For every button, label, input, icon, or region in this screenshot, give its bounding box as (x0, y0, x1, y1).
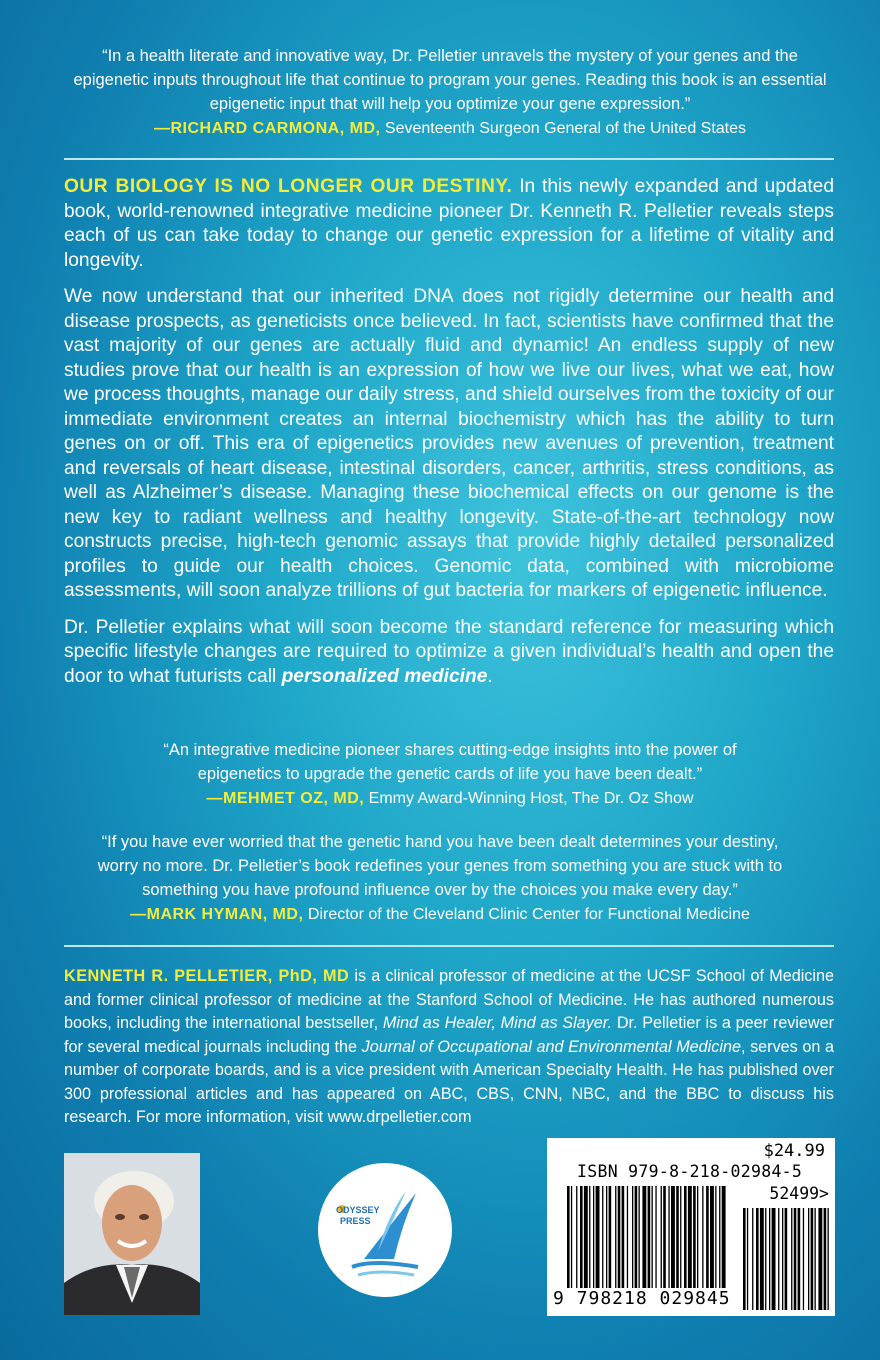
personalized-medicine-emphasis: personalized medicine (281, 665, 488, 687)
publisher-logo (318, 1163, 452, 1297)
bio-part-1: is a clinical professor of medicine at the UCSF School of Medicine and former clinical professor of medicine at the Stanford School of Medicine. He has authored numerous books, including the international bestseller, (64, 967, 834, 1032)
headline: OUR BIOLOGY IS NO LONGER OUR DESTINY. (64, 176, 513, 197)
author-name: KENNETH R. PELLETIER, PhD, MD (64, 967, 350, 985)
quote-oz (150, 738, 750, 811)
top-quote-author-title: Seventeenth Surgeon General of the United States (384, 120, 747, 137)
barcode-number: 9 798218 029845 (553, 1288, 731, 1309)
bio-book-title: Mind as Healer, Mind as Slayer. (382, 1014, 613, 1032)
paragraph-3-text: Dr. Pelletier explains what will soon become the standard reference for measuring which specific lifestyle changes are required to optimize a given individual’s health and open the door to what futurists call (64, 616, 834, 687)
intro-text: In this newly expanded and updated book, world-renowned integrative medicine pioneer Dr. Kenneth R. Pelletier reveals steps each of us can take today to change our genetic expression for a lifetime of vitality and longevity. (64, 176, 835, 271)
top-quote (70, 44, 830, 141)
quote-oz-author-title: Emmy Award-Winning Host, The Dr. Oz Show (368, 790, 694, 807)
divider-bottom (64, 945, 834, 947)
top-quote-text: “In a health literate and innovative way, Dr. Pelletier unravels the mystery of your genes and the epigenetic inputs throughout life that continue to program your genes. Reading this book is an essential epigenetic input that will help you optimize your gene expression.” (73, 47, 827, 113)
quote-oz-author: —MEHMET OZ, MD, (206, 790, 365, 807)
isbn-number: ISBN 979-8-218-02984-5 (577, 1162, 803, 1181)
description (64, 175, 834, 701)
quote-hyman (84, 830, 796, 927)
publisher-name-line-2: PRESS (340, 1216, 371, 1226)
quote-oz-text: “An integrative medicine pioneer shares cutting-edge insights into the power of epigenetics to upgrade the genetic cards of life you have been dealt.” (163, 741, 737, 783)
bio-part-3: , serves on a number of corporate boards, and is a vice president with American Specialty Health. He has published over 300 professional articles and has appeared on ABC, CBS, CNN, NBC, and the BBC to discuss his research. For more information, visit www.drpelletier.com (64, 1037, 834, 1126)
bio-journal-title: Journal of Occupational and Environmental Medicine (361, 1037, 741, 1056)
publisher-name (336, 1205, 380, 1227)
author-bio (64, 965, 834, 1130)
bio-part-2: Dr. Pelletier is a peer reviewer for several medical journals including the (64, 1014, 834, 1056)
quote-hyman-author-title: Director of the Cleveland Clinic Center for Functional Medicine (307, 906, 750, 923)
top-quote-attribution (70, 117, 830, 141)
price: $24.99 (763, 1141, 825, 1161)
price-addon-code: 52499> (769, 1184, 829, 1203)
quote-hyman-author: —MARK HYMAN, MD, (130, 906, 304, 923)
quote-hyman-text: “If you have ever worried that the genetic hand you have been dealt determines your destiny, worry no more. Dr. Pelletier’s book redefines your genes from something you are stuck with to something you have profound influence over by the choices you make every day.” (97, 833, 783, 899)
sail-icon (318, 1163, 452, 1297)
top-quote-author: —RICHARD CARMONA, MD, (153, 120, 381, 137)
paragraph-3-end: . (487, 665, 493, 687)
publisher-name-line-1: ODYSSEY (336, 1205, 380, 1215)
divider-top (64, 158, 834, 160)
description-paragraph-2: We now understand that our inherited DNA does not rigidly determine our health and disease prospects, as geneticists once believed. In fact, scientists have confirmed that the vast majority of our genes are actually fluid and dynamic! An endless supply of new studies prove that our health is an expression of how we live our lives, what we eat, how we process thoughts, manage our daily stress, and shield ourselves from the toxicity of our immediate environment creates an internal biochemistry which has the ability to turn genes on or off. This era of epigenetics provides new avenues of prevention, treatment and reversals of heart disease, intestinal disorders, cancer, arthritis, stress conditions, as well as Alzheimer’s disease. Managing these biochemical effects on our genome is the new key to radiant wellness and healthy longevity. State-of-the-art technology now constructs precise, high-tech genomic assays that provide highly detailed personalized profiles to guide our health choices. Genomic data, combined with microbiome assessments, will soon analyze trillions of gut bacteria for markers of epigenetic influence. (64, 286, 835, 601)
author-portrait-image (64, 1153, 200, 1315)
author-photo (64, 1153, 200, 1315)
quote-oz-attribution (150, 787, 750, 811)
description-intro (64, 175, 834, 273)
quote-hyman-attribution (84, 903, 796, 927)
isbn-barcode (547, 1138, 835, 1316)
description-paragraph-3 (64, 616, 834, 690)
